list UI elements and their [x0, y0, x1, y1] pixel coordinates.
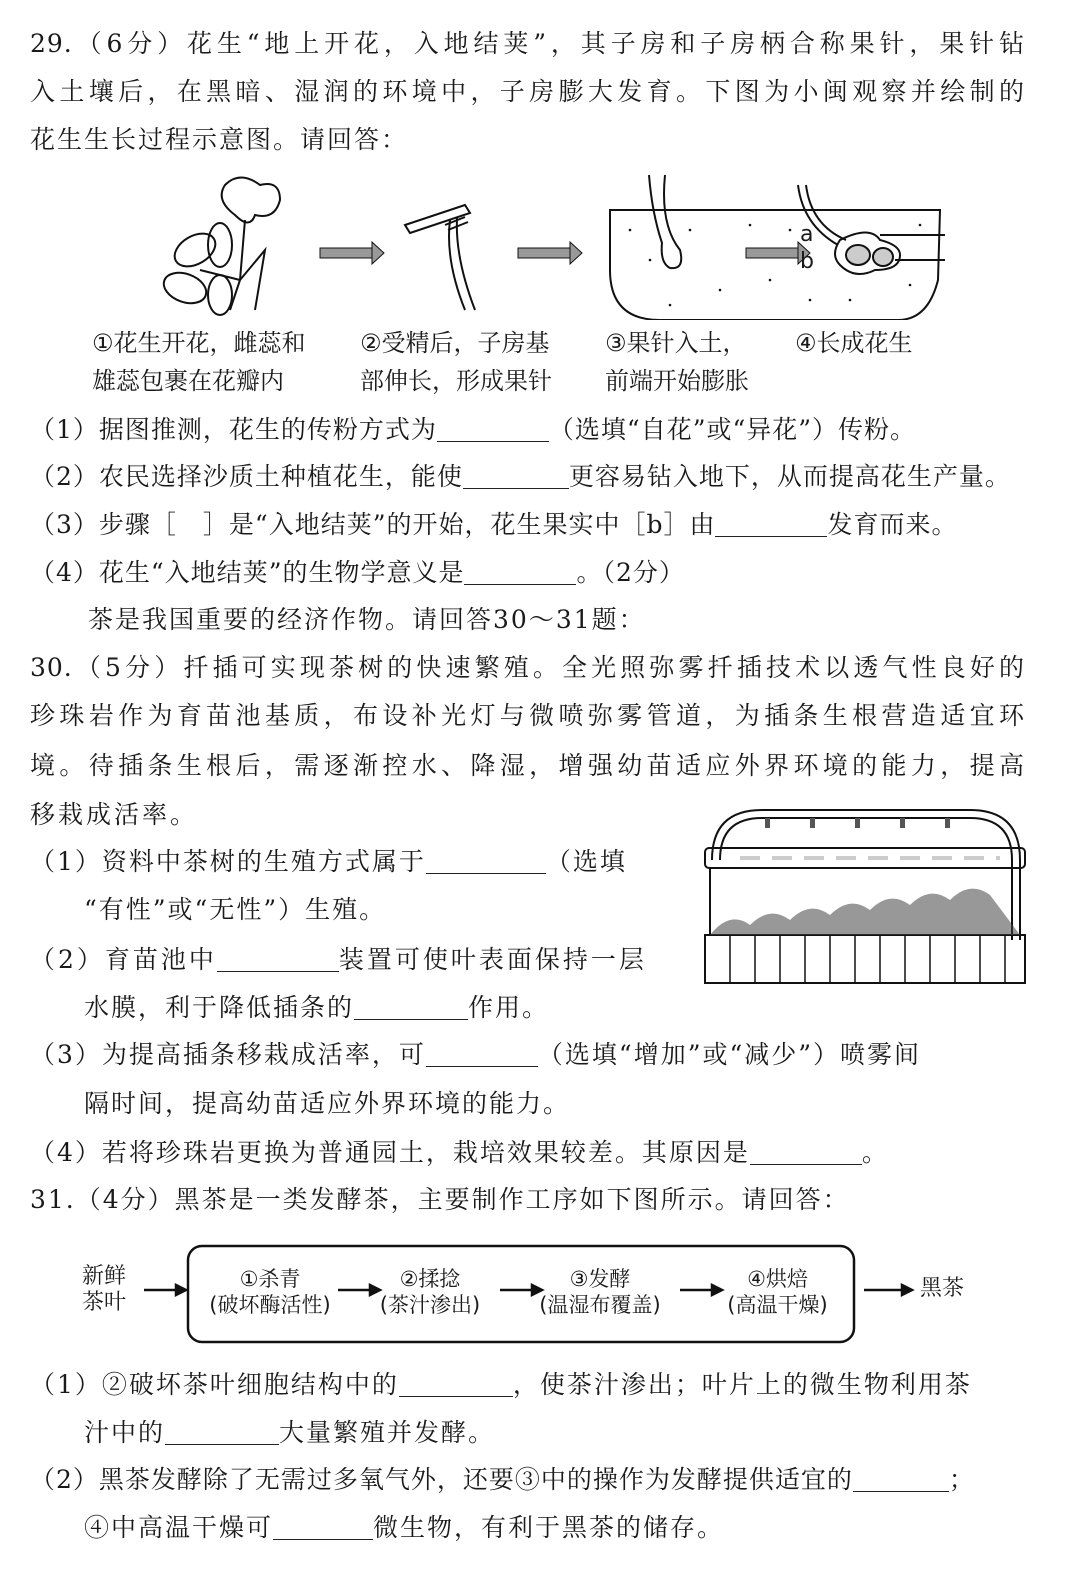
caption-step-2: ②受精后，子房基 部伸长，形成果针 [360, 329, 552, 395]
q30-sub1-cont: “有性”或“无性”）生殖。 [84, 895, 387, 924]
q30-intro-line: 珍珠岩作为育苗池基质，布设补光灯与微喷弥雾管道，为插条生根营造适宜环 [30, 701, 1025, 730]
flow-start: 新鲜 茶叶 [82, 1264, 127, 1315]
q30-intro-line: 30.（5分）扦插可实现茶树的快速繁殖。全光照弥雾扦插技术以透气性良好的 [30, 653, 1025, 682]
q29-intro-line: 入土壤后，在黑暗、湿润的环境中，子房膨大发育。下图为小闽观察并绘制的 [30, 77, 1025, 106]
peg-drawing [405, 205, 475, 310]
label-b: b [800, 249, 814, 274]
label-a: a [800, 222, 814, 247]
arrow-2 [518, 242, 582, 264]
flow-end: 黑茶 [920, 1276, 965, 1301]
answer-blank[interactable] [354, 993, 468, 1020]
answer-blank[interactable] [437, 415, 549, 442]
caption-step-1: ①花生开花，雌蕊和 雄蕊包裹在花瓣内 [92, 329, 306, 395]
answer-blank[interactable] [715, 510, 827, 537]
q30-sub1: （1）资料中茶树的生殖方式属于 （选填 [30, 847, 627, 876]
seedling-nursery-illustration [700, 800, 1028, 990]
flower-drawing [160, 178, 280, 316]
q30-sub3-cont: 隔时间，提高幼苗适应外界环境的能力。 [84, 1089, 571, 1118]
flow-step-4: ④烘焙 (高温干燥) [727, 1267, 828, 1317]
q31-intro: 31.（4分）黑茶是一类发酵茶，主要制作工序如下图所示。请回答： [30, 1185, 850, 1214]
q30-sub2: （2）育苗池中 装置可使叶表面保持一层 [30, 945, 647, 974]
answer-blank[interactable] [463, 462, 569, 489]
answer-blank[interactable] [426, 847, 546, 874]
q30-sub4: （4）若将珍珠岩更换为普通园土，栽培效果较差。其原因是 。 [30, 1138, 889, 1167]
flow-step-1: ①杀青 (破坏酶活性) [209, 1267, 331, 1317]
answer-blank[interactable] [165, 1418, 279, 1445]
answer-blank[interactable] [426, 1040, 538, 1067]
q29-sub4: （4）花生“入地结荚”的生物学意义是 。（2分） [30, 558, 685, 587]
q29-intro-line: 29.（6分）花生“地上开花，入地结荚”，其子房和子房柄合称果针，果针钻 [30, 29, 1025, 58]
q29-sub3: （3）步骤［ ］是“入地结荚”的开始，花生果实中［b］由 发育而来。 [30, 510, 958, 539]
answer-blank[interactable] [217, 945, 339, 972]
q29-sub2: （2）农民选择沙质土种植花生，能使 更容易钻入地下，从而提高花生产量。 [30, 462, 1011, 491]
q30-sub3: （3）为提高插条移栽成活率，可 （选填“增加”或“减少”）喷雾间 [30, 1040, 922, 1069]
q31-sub1: （1）②破坏茶叶细胞结构中的 ，使茶汁渗出；叶片上的微生物利用茶 [30, 1370, 972, 1399]
peanut-growth-figure [150, 170, 980, 320]
answer-blank[interactable] [399, 1370, 513, 1397]
answer-blank[interactable] [853, 1465, 949, 1492]
answer-blank[interactable] [464, 558, 576, 585]
answer-blank[interactable] [750, 1138, 862, 1165]
tea-intro: 茶是我国重要的经济作物。请回答30～31题： [88, 605, 646, 634]
caption-step-3: ③果针入土， 前端开始膨胀 [605, 329, 749, 395]
caption-step-4: ④长成花生 [795, 329, 913, 357]
q30-intro-line: 境。待插条生根后，需逐渐控水、降湿，增强幼苗适应外界环境的能力，提高 [30, 751, 1025, 780]
arrow-1 [320, 242, 384, 264]
flow-step-3: ③发酵 (温湿布覆盖) [539, 1267, 661, 1317]
q30-sub2-cont: 水膜，利于降低插条的 作用。 [84, 993, 550, 1022]
q30-intro-line: 移栽成活率。 [30, 800, 199, 829]
q31-sub2: （2）黑茶发酵除了无需过多氧气外，还要③中的操作为发酵提供适宜的 ； [30, 1465, 975, 1494]
q29-intro-line: 花生生长过程示意图。请回答： [30, 125, 409, 154]
flow-step-2: ②揉捻 (茶汁渗出) [379, 1267, 481, 1317]
q31-sub2-cont: ④中高温干燥可 微生物，有利于黑茶的储存。 [84, 1513, 725, 1542]
q29-sub1: （1）据图推测，花生的传粉方式为 （选填“自花”或“异花”）传粉。 [30, 415, 917, 444]
q31-sub1-cont: 汁中的 大量繁殖并发酵。 [84, 1418, 496, 1447]
answer-blank[interactable] [273, 1513, 373, 1540]
